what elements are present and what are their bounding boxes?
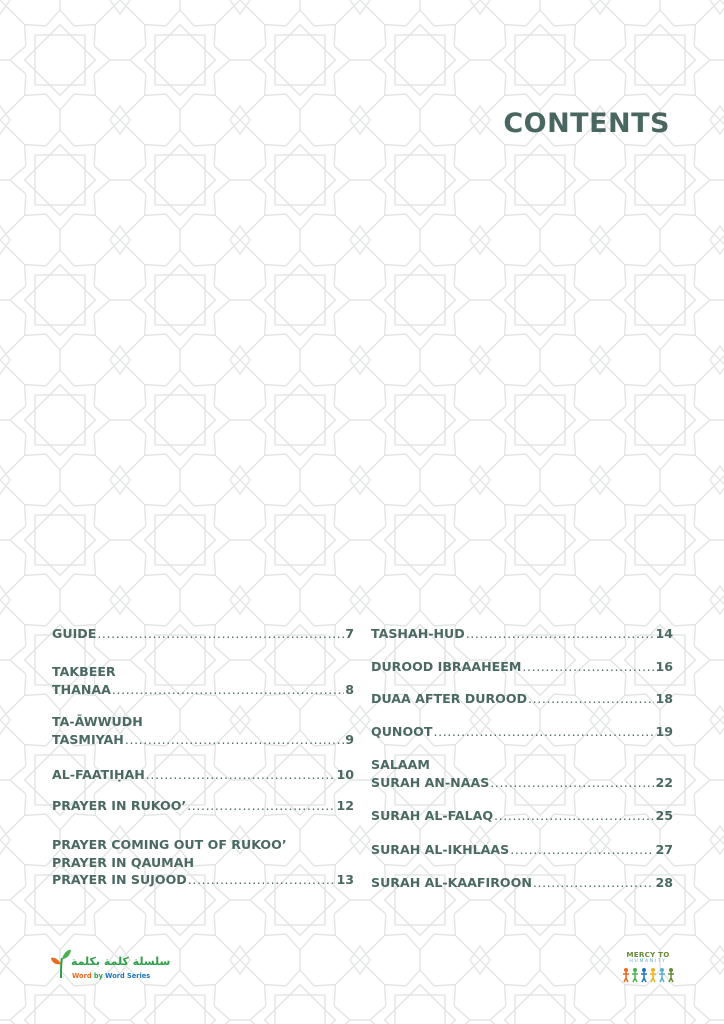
toc-line (371, 841, 673, 859)
toc-line (52, 836, 354, 854)
toc-entry[interactable] (371, 841, 673, 859)
toc-entry-title: DUROOD IBRAAHEEM (371, 659, 522, 674)
toc-entry[interactable] (371, 658, 673, 676)
toc-dot-leader (146, 766, 336, 784)
toc-entry-title: TA-ĀWWUDH (52, 714, 143, 729)
toc-page-number: 7 (345, 626, 354, 641)
toc-entry[interactable] (371, 625, 673, 643)
toc-entry[interactable] (52, 625, 354, 643)
toc-page-number: 27 (655, 842, 673, 857)
toc-dot-leader (490, 774, 654, 792)
toc-line (371, 756, 673, 774)
toc-line (371, 807, 673, 825)
logo-title: MERCY TO (626, 950, 670, 959)
toc-line (52, 713, 354, 731)
mercy-to-humanity-logo (620, 950, 676, 988)
toc-entry-title: PRAYER IN QAUMAH (52, 854, 194, 870)
toc-entry-title: SURAH AL-FALAQ (371, 808, 494, 823)
toc-entry-title: AL-FAATIḤAH (52, 767, 145, 782)
toc-page-number: 8 (345, 681, 354, 697)
toc-dot-leader (466, 625, 655, 643)
toc-dot-leader (112, 681, 344, 699)
toc-entry[interactable] (52, 766, 354, 784)
toc-line (52, 681, 354, 699)
toc-line (371, 774, 673, 792)
toc-entry[interactable] (371, 874, 673, 892)
word-text: Word (72, 972, 92, 980)
word-by-word-series-logo (50, 945, 171, 985)
toc-entry[interactable] (52, 713, 354, 748)
toc-line (52, 625, 354, 643)
toc-line (371, 658, 673, 676)
toc-dot-leader (97, 625, 344, 643)
toc-entry-title: SURAH AL-KAAFIROON (371, 875, 532, 890)
toc-entry-title: TASHAH-HUD (371, 626, 465, 641)
series-text: Word Series (105, 972, 151, 980)
toc-dot-leader (433, 723, 654, 741)
by-text: by (93, 972, 103, 980)
toc-entry-title: DUAA AFTER DUROOD (371, 691, 528, 706)
people-chain-icon (622, 967, 674, 983)
toc-line (52, 871, 354, 889)
logo-subtitle: HUMANITY (629, 959, 667, 964)
toc-dot-leader (125, 731, 344, 749)
toc-dot-leader (533, 874, 655, 892)
toc-line (371, 625, 673, 643)
toc-entry-title: SALAAM (371, 757, 430, 772)
toc-entry[interactable] (52, 663, 354, 698)
toc-line (52, 663, 354, 681)
toc-line (52, 766, 354, 784)
toc-entry-title: THANAA (52, 681, 111, 697)
toc-entry-title: PRAYER IN RUKOO’ (52, 798, 187, 813)
toc-entry-title: SURAH AN-NAAS (371, 774, 490, 790)
toc-page-number: 10 (336, 767, 354, 782)
toc-entry-title: GUIDE (52, 626, 97, 641)
toc-entry-title: TASMIYAH (52, 731, 124, 747)
toc-entry[interactable] (371, 807, 673, 825)
toc-dot-leader (494, 807, 654, 825)
toc-line (371, 690, 673, 708)
toc-page-number: 16 (655, 659, 673, 674)
toc-entry[interactable] (371, 690, 673, 708)
toc-page-number: 13 (336, 872, 354, 887)
toc-dot-leader (528, 690, 654, 708)
toc-entry-title: PRAYER IN SUJOOD (52, 872, 187, 887)
toc-page-number: 19 (655, 724, 673, 739)
toc-page-number: 28 (655, 875, 673, 890)
sprout-icon (50, 947, 72, 979)
toc-page-number: 22 (655, 774, 673, 790)
toc-page-number: 18 (655, 691, 673, 706)
toc-entry[interactable] (52, 836, 354, 889)
toc-line (52, 797, 354, 815)
toc-dot-leader (510, 841, 654, 859)
toc-entry-title: TAKBEER (52, 664, 116, 679)
english-series-name (72, 972, 150, 980)
toc-line (52, 731, 354, 749)
toc-line (52, 854, 354, 872)
toc-dot-leader (187, 797, 335, 815)
toc-page-number: 9 (345, 731, 354, 747)
toc-entry-title: SURAH AL-IKHLAAS (371, 842, 510, 857)
page-title: CONTENTS (503, 108, 670, 139)
toc-page-number: 12 (336, 798, 354, 813)
toc-dot-leader (522, 658, 654, 676)
toc-entry[interactable] (52, 797, 354, 815)
toc-line (371, 723, 673, 741)
toc-entry[interactable] (371, 723, 673, 741)
toc-entry-title: PRAYER COMING OUT OF RUKOO’ (52, 837, 287, 852)
toc-page-number: 25 (655, 808, 673, 823)
toc-entry[interactable] (371, 756, 673, 791)
arabic-series-name: سلسلة كلمة بكلمة (71, 955, 171, 968)
toc-entry-title: QUNOOT (371, 724, 433, 739)
toc-page-number: 14 (655, 626, 673, 641)
toc-dot-leader (188, 871, 336, 889)
toc-line (371, 874, 673, 892)
